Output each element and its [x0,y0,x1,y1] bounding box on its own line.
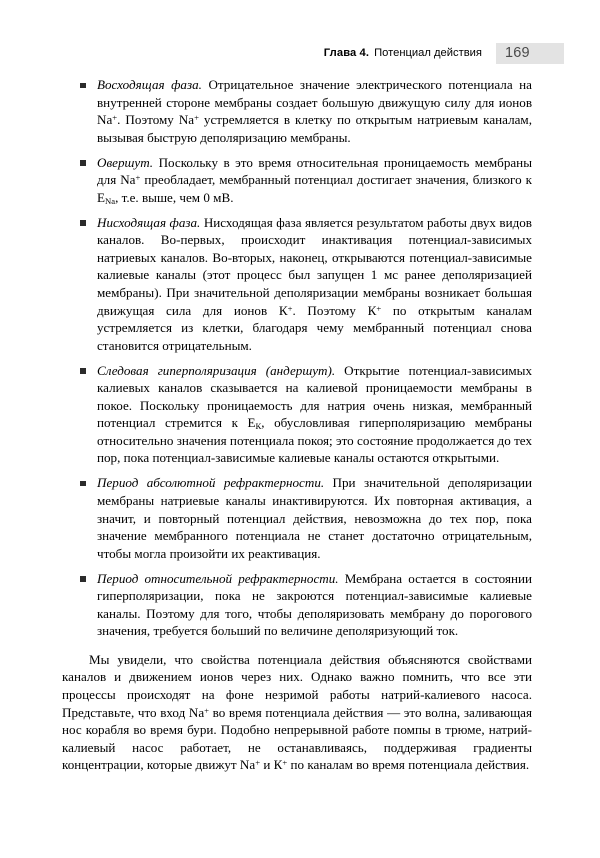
list-item [62,154,532,207]
page-content [62,76,532,774]
list-item-text: по открытым каналам устремляется из клетки, благодаря чему мембранный потенциал снова становится отрицательным. [97,302,532,353]
running-head [60,42,564,64]
list-item [62,474,532,562]
page-number-box [496,43,564,64]
square-bullet-icon [80,576,86,582]
list-item-lead-in: Овершут. [97,154,154,170]
list-item [62,214,532,354]
list-item-text: . Поэтому Na [117,112,195,128]
list-item-text: , т.е. выше, чем 0 мВ. [115,189,234,205]
list-item-text: Поскольку в это время относительная проницаемость мембраны для Na [97,154,532,188]
list-item-text: Открытие потенциал-зависимых калиевых каналов сказывается на калиевой проницаемости мембраны в покое. Поскольку проницаемость для натрия очень низкая, мембранный потенциал стремится к E [97,362,532,431]
square-bullet-icon [80,83,86,89]
list-item-text: Мембрана остается в состоянии гиперполяризации, пока не закроются потенциал-зависимые калиевые каналы. Поэтому для того, чтобы деполяризовать мембрану до порогового значения, требуется больший по величине деполяризующий ток. [97,570,532,639]
ion-charge-superscript: + [135,172,141,183]
ion-charge-superscript: + [112,112,118,123]
phase-list [62,76,532,640]
list-item-lead-in: Нисходящая фаза. [97,214,201,230]
equilibrium-potential-subscript: Na [105,195,116,206]
page-number: 169 [505,45,530,61]
list-item-text: Нисходящая фаза является результатом работы двух видов каналов. Во-первых, происходит инактивация потенциал-зависимых натриевых каналов. Во-вторых, наконец, открываются потенциал-зависимые калиевые каналы (этот процесс был запущен 1 мс ранее деполяризацией мембраны). При значительной деполяризации мембраны возникает большая движущая сила для ионов К [97,214,532,318]
paragraph-text: по каналам во время потенциала действия. [287,757,530,773]
paragraph-text: Мы увидели, что свойства потенциала действия объясняются свойствами каналов и движением ионов через них. Однако важно помнить, что все эти процессы происходят на фоне незримой работы натрий-калиевого насоса. Представьте, что вход Na [62,651,532,720]
square-bullet-icon [80,368,86,374]
paragraph-text: и К [260,757,283,773]
list-item-lead-in: Восходящая фаза. [97,77,202,92]
list-item-text: Отрицательное значение электрического потенциала на внутренней стороне мембраны создает большую движущую силу для ионов Na [97,77,532,128]
list-item-text: , обусловливая гиперполяризацию мембраны относительно значения потенциала покоя; это состояние продолжается до тех пор, пока потенциал-зависимые калиевые каналы остаются открытыми. [97,415,532,466]
paragraph-text: во время потенциала действия — это волна, заливающая нос корабля во время бури. Подобно непрерывной работе помпы в трюме, натрий-калиевый насос работает, не останавливаясь, поддерживая градиенты концентрации, которые движут Na [62,704,532,773]
square-bullet-icon [80,481,86,487]
ion-charge-superscript: + [194,112,199,123]
ion-charge-superscript: + [204,704,210,715]
list-item [62,76,532,146]
running-head-chapter-title: Потенциал действия [374,47,482,59]
list-item [62,570,532,640]
list-item-lead-in: Период абсолютной рефрактерности. [97,475,325,491]
ion-charge-superscript: + [376,302,382,313]
equilibrium-potential-subscript: К [255,421,262,432]
ion-charge-superscript: + [282,757,288,768]
ion-charge-superscript: + [287,302,293,313]
square-bullet-icon [80,220,86,226]
square-bullet-icon [80,160,86,166]
closing-paragraph [62,651,532,774]
list-item-text: . Поэтому К [292,302,377,318]
list-item-text: При значительной деполяризации мембраны натриевые каналы инактивируются. Их повторная активация, а значит, и повторный потенциал действия, невозможна до тех пор, пока значение мембранного потенциала не станет достаточно отрицательным, чтобы могла произойти их реактивация. [97,475,532,561]
list-item-text: преобладает, мембранный потенциал достигает значения, близкого к E [97,172,532,205]
list-item [62,362,532,467]
list-item-lead-in: Следовая гиперполяризация (андершут). [97,362,336,378]
list-item-lead-in: Период относительной рефрактерности. [97,570,339,586]
ion-charge-superscript: + [255,757,261,768]
list-item-text: устремляется в клетку по открытым натриевым каналам, вызывая быструю деполяризацию мембраны. [97,112,532,145]
running-head-chapter-label: Глава 4. [323,47,370,59]
